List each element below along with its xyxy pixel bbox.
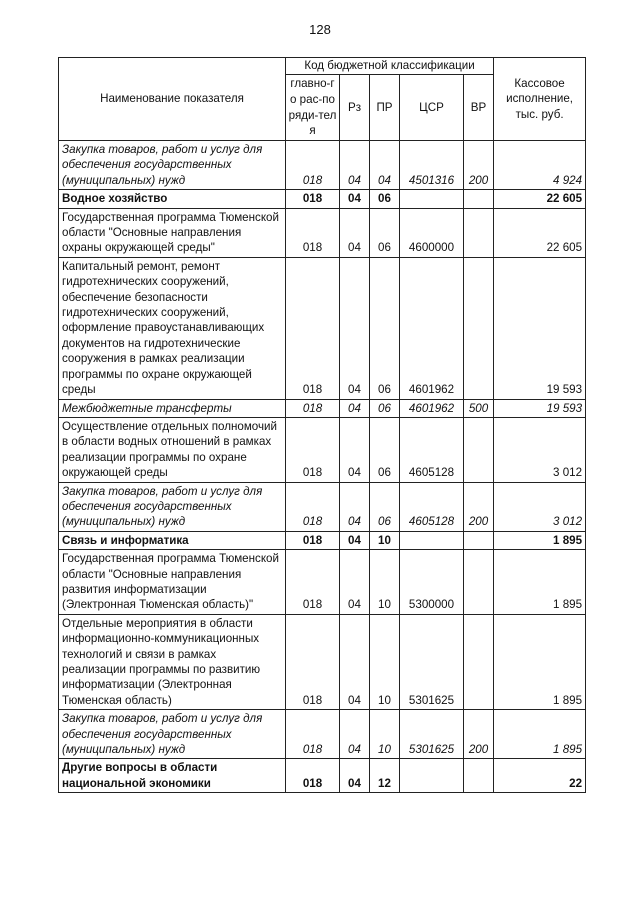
table-row	[59, 190, 586, 208]
row-rz: 04	[340, 614, 370, 709]
row-gr: 018	[286, 614, 340, 709]
table-row	[59, 710, 586, 759]
row-vr: 500	[464, 399, 494, 417]
row-pr: 10	[370, 710, 400, 759]
row-csr: 5301625	[400, 614, 464, 709]
table-row	[59, 550, 586, 615]
header-name: Наименование показателя	[59, 58, 286, 141]
row-rz: 04	[340, 399, 370, 417]
row-gr: 018	[286, 710, 340, 759]
row-name: Государственная программа Тюменской области "Основные направления развития информатизации (Электронная Тюменская область)"	[59, 550, 286, 615]
row-csr	[400, 759, 464, 793]
row-name: Государственная программа Тюменской области "Основные направления охраны окружающей среды"	[59, 208, 286, 257]
row-csr: 4605128	[400, 417, 464, 482]
row-name: Межбюджетные трансферты	[59, 399, 286, 417]
row-rz: 04	[340, 550, 370, 615]
row-pr: 10	[370, 550, 400, 615]
row-sum: 1 895	[494, 531, 586, 549]
table-row	[59, 417, 586, 482]
row-name: Капитальный ремонт, ремонт гидротехнических сооружений, обеспечение безопасности гидротехнических сооружений, оформление правоустанавливающих документов на гидротехнические сооружения в рамках реализации программы по охране окружающей среды	[59, 257, 286, 399]
row-vr	[464, 531, 494, 549]
row-vr	[464, 257, 494, 399]
row-csr	[400, 190, 464, 208]
row-vr	[464, 614, 494, 709]
row-gr: 018	[286, 257, 340, 399]
row-rz: 04	[340, 759, 370, 793]
row-pr: 06	[370, 417, 400, 482]
header-vr: ВР	[464, 75, 494, 141]
row-vr: 200	[464, 710, 494, 759]
row-sum: 22 605	[494, 190, 586, 208]
table-body	[59, 141, 586, 793]
row-sum: 1 895	[494, 710, 586, 759]
row-csr: 4600000	[400, 208, 464, 257]
row-rz: 04	[340, 482, 370, 531]
row-csr: 4605128	[400, 482, 464, 531]
table-row	[59, 614, 586, 709]
table-row	[59, 257, 586, 399]
row-sum: 22	[494, 759, 586, 793]
row-rz: 04	[340, 190, 370, 208]
row-name: Закупка товаров, работ и услуг для обеспечения государственных (муниципальных) нужд	[59, 482, 286, 531]
row-pr: 12	[370, 759, 400, 793]
row-gr: 018	[286, 399, 340, 417]
row-vr	[464, 417, 494, 482]
row-rz: 04	[340, 417, 370, 482]
row-csr	[400, 531, 464, 549]
row-csr: 4601962	[400, 399, 464, 417]
header-classification-group: Код бюджетной классификации	[286, 58, 494, 75]
row-sum: 1 895	[494, 550, 586, 615]
row-sum: 3 012	[494, 417, 586, 482]
header-csr: ЦСР	[400, 75, 464, 141]
header-pr: ПР	[370, 75, 400, 141]
budget-table	[58, 57, 586, 793]
row-name: Закупка товаров, работ и услуг для обеспечения государственных (муниципальных) нужд	[59, 710, 286, 759]
header-gr: главно-го рас-поряди-теля	[286, 75, 340, 141]
row-vr	[464, 550, 494, 615]
row-pr: 04	[370, 141, 400, 190]
row-pr: 06	[370, 190, 400, 208]
table-header	[59, 58, 586, 141]
row-gr: 018	[286, 482, 340, 531]
row-gr: 018	[286, 417, 340, 482]
row-gr: 018	[286, 190, 340, 208]
page-number: 128	[309, 22, 331, 37]
row-name: Отдельные мероприятия в области информационно-коммуникационных технологий и связи в рамках реализации программы по развитию информатизации (Электронная Тюменская область)	[59, 614, 286, 709]
row-pr: 06	[370, 257, 400, 399]
table-row	[59, 208, 586, 257]
row-sum: 19 593	[494, 399, 586, 417]
row-sum: 4 924	[494, 141, 586, 190]
row-vr: 200	[464, 482, 494, 531]
header-rz: Рз	[340, 75, 370, 141]
row-rz: 04	[340, 257, 370, 399]
row-pr: 10	[370, 614, 400, 709]
row-csr: 5300000	[400, 550, 464, 615]
row-csr: 4501316	[400, 141, 464, 190]
row-pr: 10	[370, 531, 400, 549]
row-name: Осуществление отдельных полномочий в области водных отношений в рамках реализации программы по охране окружающей среды	[59, 417, 286, 482]
row-gr: 018	[286, 531, 340, 549]
row-vr: 200	[464, 141, 494, 190]
row-sum: 22 605	[494, 208, 586, 257]
row-rz: 04	[340, 710, 370, 759]
row-rz: 04	[340, 141, 370, 190]
table-row	[59, 531, 586, 549]
row-name: Другие вопросы в области национальной экономики	[59, 759, 286, 793]
row-vr	[464, 190, 494, 208]
row-sum: 19 593	[494, 257, 586, 399]
row-vr	[464, 208, 494, 257]
table-row	[59, 759, 586, 793]
row-name: Связь и информатика	[59, 531, 286, 549]
row-pr: 06	[370, 208, 400, 257]
row-vr	[464, 759, 494, 793]
row-gr: 018	[286, 759, 340, 793]
table-row	[59, 141, 586, 190]
row-gr: 018	[286, 141, 340, 190]
row-sum: 1 895	[494, 614, 586, 709]
table-row	[59, 482, 586, 531]
row-rz: 04	[340, 208, 370, 257]
row-name: Закупка товаров, работ и услуг для обеспечения государственных (муниципальных) нужд	[59, 141, 286, 190]
row-name: Водное хозяйство	[59, 190, 286, 208]
row-gr: 018	[286, 550, 340, 615]
table-row	[59, 399, 586, 417]
header-sum: Кассовое исполнение, тыс. руб.	[494, 58, 586, 141]
row-sum: 3 012	[494, 482, 586, 531]
row-csr: 5301625	[400, 710, 464, 759]
row-rz: 04	[340, 531, 370, 549]
row-csr: 4601962	[400, 257, 464, 399]
row-gr: 018	[286, 208, 340, 257]
row-pr: 06	[370, 482, 400, 531]
row-pr: 06	[370, 399, 400, 417]
